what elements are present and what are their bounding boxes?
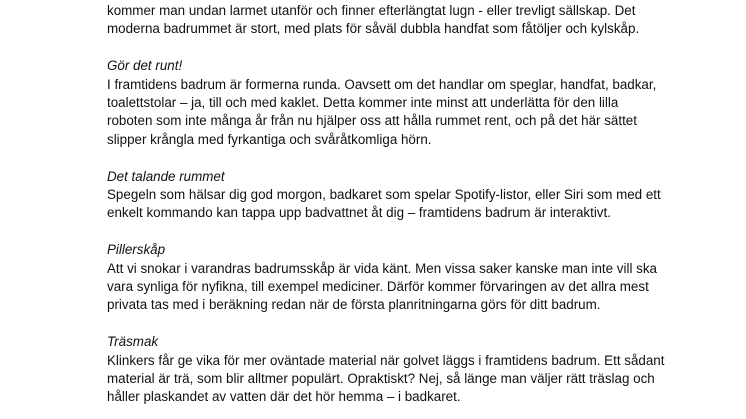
section-heading: Det talande rummet	[107, 168, 225, 184]
section-heading: Träsmak	[107, 334, 159, 350]
section-pillerskap	[107, 241, 727, 315]
section-trasmak	[107, 333, 727, 407]
paragraph-line: vara synliga för nyfikna, till exempel mediciner. Därför kommer förvaringen av det allra mest	[107, 279, 649, 295]
cut-off-line	[107, 0, 727, 2]
paragraph-line: I framtidens badrum är formerna runda. Oavsett om det handlar om speglar, handfat, badkar,	[107, 76, 657, 92]
intro-line-2: moderna badrummet är stort, med plats för såväl dubbla handfat som fåtöljer och kylskåp.	[107, 21, 640, 37]
paragraph-line: slipper krångla med fyrkantiga och svåråtkomliga hörn.	[107, 131, 432, 147]
paragraph-line: Spegeln som hälsar dig god morgon, badkaret som spelar Spotify-listor, eller Siri som med ett	[107, 187, 661, 203]
paragraph-line: Att vi snokar i varandras badrumsskåp är vida känt. Men vissa saker kanske man inte vill ska	[107, 260, 657, 276]
paragraph-line: roboten som inte många år från nu hjälper oss att hålla rummet rent, och på det här sättet	[107, 113, 637, 129]
intro-line-1: kommer man undan larmet utanför och finner efterlängtat lugn - eller trevligt sällskap. Det	[107, 3, 636, 18]
paragraph-line: enkelt kommando kan tappa upp badvattnet åt dig – framtidens badrum är interaktivt.	[107, 205, 611, 221]
paragraph-line: Klinkers får ge vika för mer oväntade material när golvet läggs i framtidens badrum. Ett sådant	[107, 352, 665, 368]
paragraph-line: håller plaskandet av vatten där det hör hemma – i badkaret.	[107, 389, 461, 405]
section-det-talande-rummet	[107, 168, 727, 223]
paragraph-line: toalettstolar – ja, till och med kaklet. Detta kommer inte minst att underlätta för den lilla	[107, 95, 619, 111]
section-heading: Pillerskåp	[107, 242, 166, 258]
paragraph-line: material är trä, som blir alltmer populärt. Opraktiskt? Nej, så länge man väljer rätt träslag och	[107, 371, 655, 387]
paragraph-line: privata tas med i beräkning redan när de första planritningarna görs för ditt badrum.	[107, 297, 601, 313]
section-gor-det-runt	[107, 57, 727, 149]
document-page	[107, 0, 727, 407]
section-heading: Gör det runt!	[107, 58, 183, 74]
